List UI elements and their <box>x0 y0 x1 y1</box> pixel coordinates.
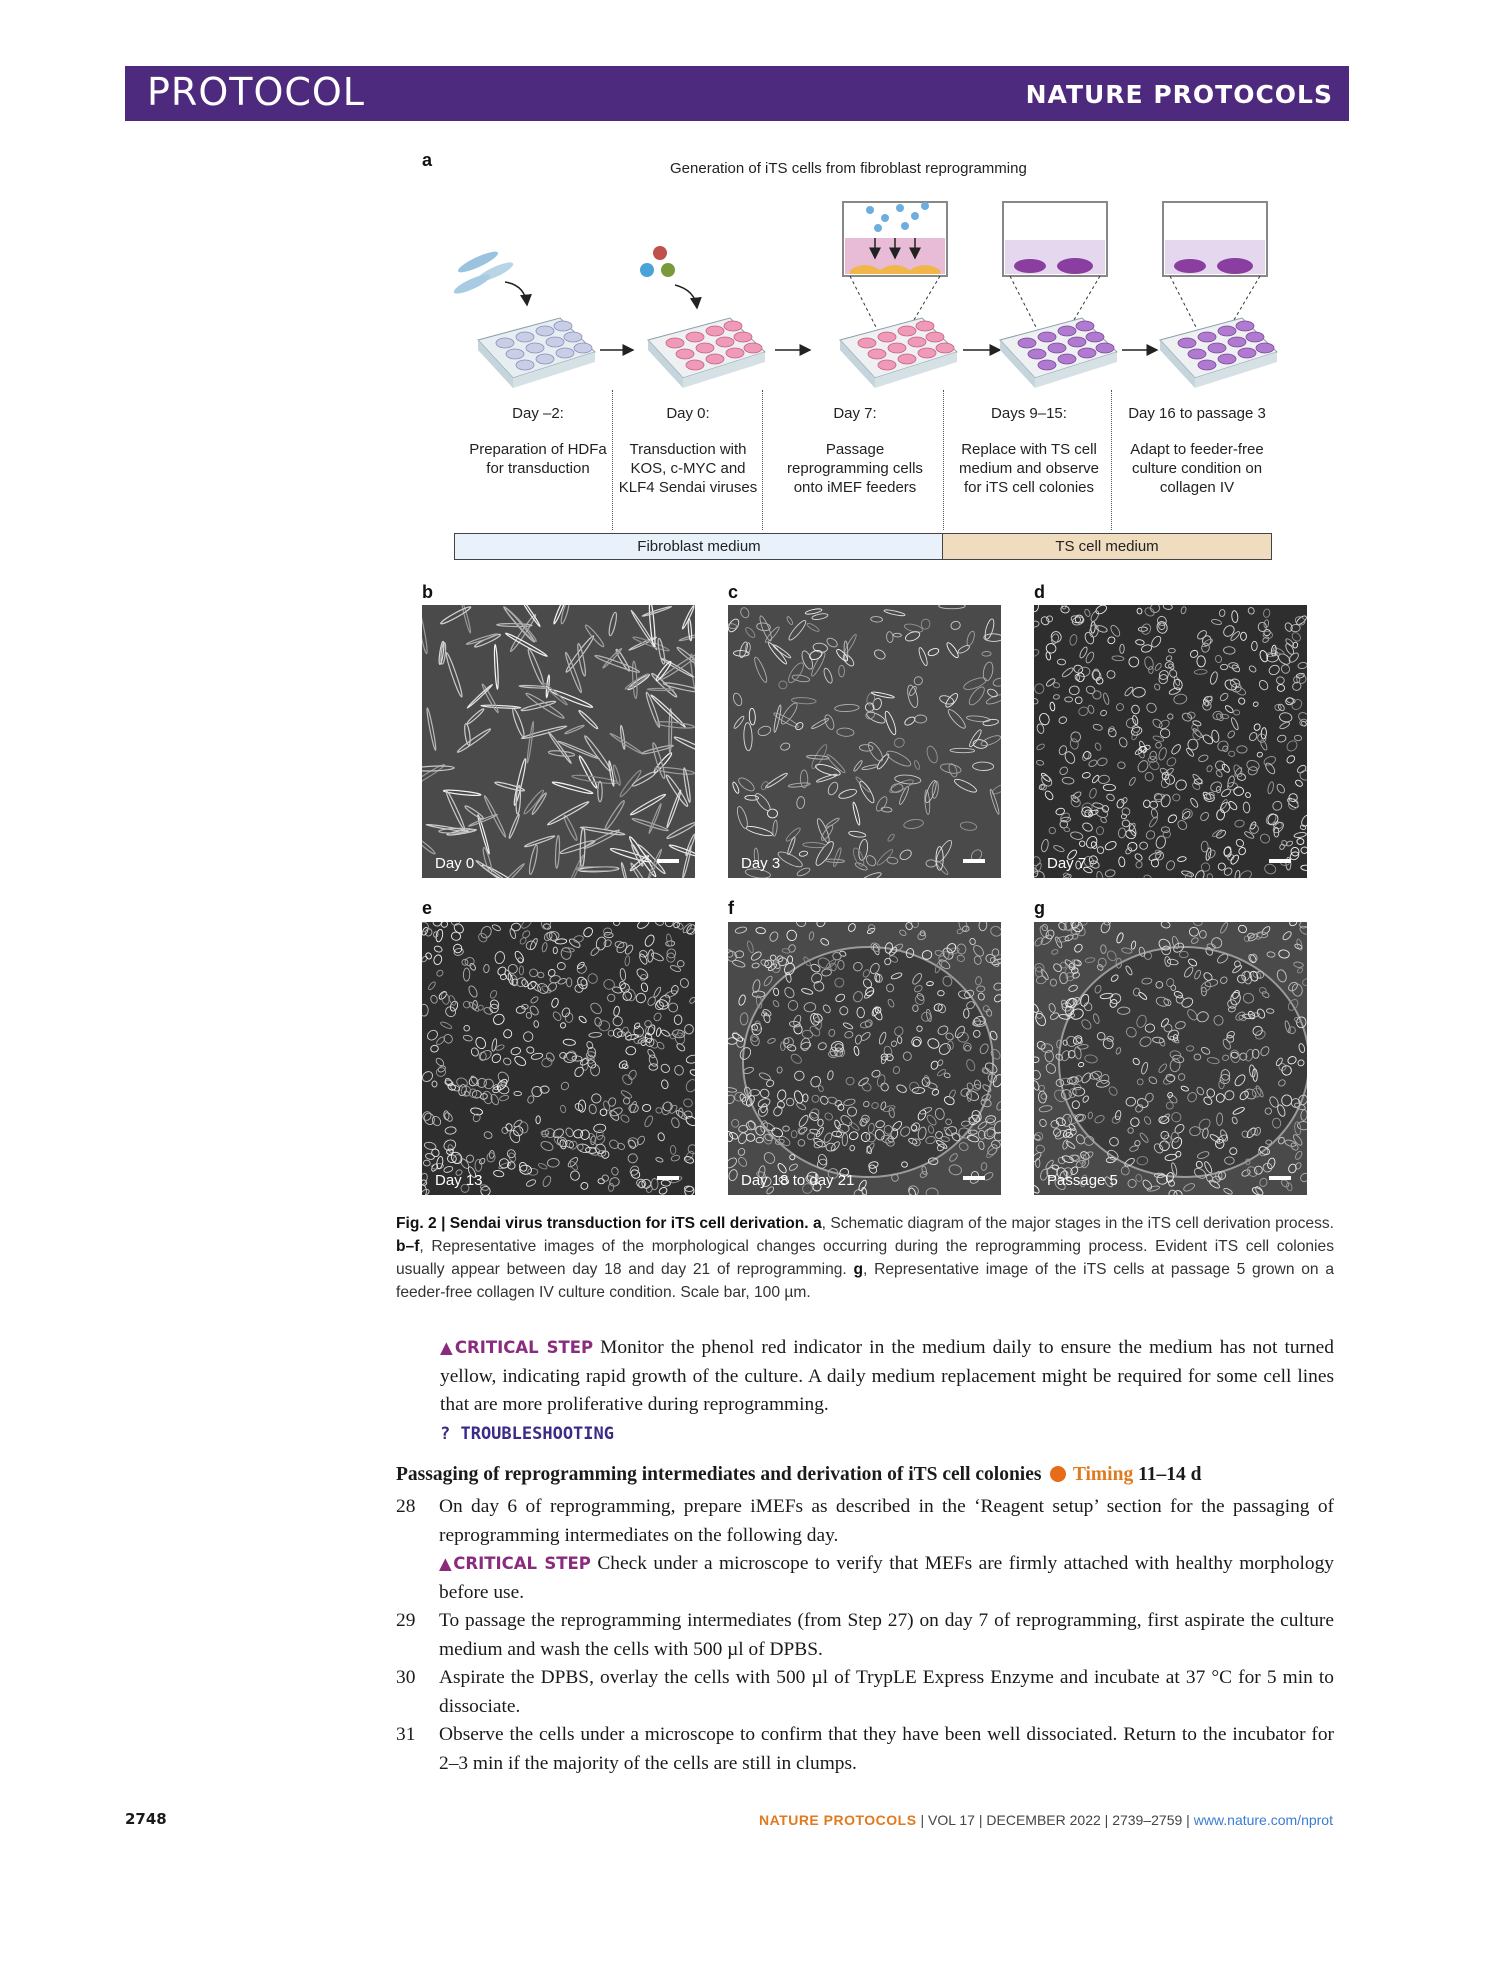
micrograph-day13 <box>422 922 695 1195</box>
stage-4 <box>954 404 1104 497</box>
section-label: PROTOCOL <box>147 70 365 114</box>
footer-date: DECEMBER 2022 <box>986 1812 1101 1828</box>
scale-bar <box>1269 859 1291 863</box>
stage-5 <box>1122 404 1272 497</box>
micrograph-day7 <box>1034 605 1307 878</box>
panel-g-letter: g <box>1034 898 1045 918</box>
critical-step-marker: ▲CRITICAL STEP <box>439 1554 591 1573</box>
critical-step-text: Check under a microscope to verify that MEFs are firmly attached with healthy morphology before use. <box>439 1553 1334 1603</box>
sendai-virus-icon <box>640 246 675 277</box>
caption-g: g <box>853 1261 864 1278</box>
scale-bar <box>963 1176 985 1180</box>
micrograph-day3 <box>728 605 1001 878</box>
caption-lead: Fig. 2 | Sendai virus transduction for iTS cell derivation. <box>396 1215 809 1232</box>
stage-5-desc: Adapt to feeder-free culture condition on collagen IV <box>1130 441 1264 496</box>
figure-caption <box>396 1212 1334 1304</box>
page-header <box>125 66 1349 121</box>
footer-journal: NATURE PROTOCOLS <box>758 1812 917 1828</box>
timing-value: 11–14 d <box>1138 1464 1202 1485</box>
footer-url[interactable]: www.nature.com/nprot <box>1193 1812 1333 1828</box>
transwell-insert-day7-icon <box>843 202 947 335</box>
journal-name: NATURE PROTOCOLS <box>1025 80 1333 109</box>
stage-3-desc: Passage reprogramming cells onto iMEF feeders <box>787 441 923 496</box>
step-number: 29 <box>396 1610 416 1631</box>
caption-a-text: , Schematic diagram of the major stages in the iTS cell derivation process. <box>821 1215 1335 1232</box>
troubleshooting-link[interactable]: ? TROUBLESHOOTING <box>440 1423 614 1444</box>
section-heading <box>396 1464 1201 1486</box>
panel-d-letter: d <box>1034 582 1045 602</box>
cell-texture <box>422 605 695 878</box>
micrograph-label: Day 0 <box>435 855 475 872</box>
step-number: 28 <box>396 1496 416 1517</box>
footer-pages: 2739–2759 <box>1112 1812 1183 1828</box>
micrograph-label: Day 3 <box>741 855 781 872</box>
critical-step-marker: ▲CRITICAL STEP <box>440 1338 594 1357</box>
transwell-insert-day9-icon <box>1003 202 1107 335</box>
transwell-insert-day16-icon <box>1163 202 1267 335</box>
scale-bar <box>1269 1176 1291 1180</box>
cell-texture <box>728 922 1001 1195</box>
caption-g-text: , Representative image of the iTS cells at passage 5 grown on a feeder-free collagen IV culture condition. Scale bar, 100 µm. <box>396 1261 1334 1301</box>
timing-label: Timing <box>1072 1464 1134 1485</box>
micrograph-label: Day 13 <box>435 1172 483 1189</box>
step-text: Observe the cells under a microscope to confirm that they have been well dissociated. Return to the incubator for 2–3 min if the majority of the cells are still in clumps. <box>439 1724 1334 1774</box>
stage-1 <box>463 404 613 478</box>
stage-3-day: Day 7: <box>833 405 877 422</box>
step-28 <box>396 1493 1334 1607</box>
section-title: Passaging of reprogramming intermediates and derivation of iTS cell colonies <box>396 1464 1042 1485</box>
micrograph-label: Passage 5 <box>1047 1172 1118 1189</box>
step-30 <box>396 1664 1334 1721</box>
footer-volume: VOL 17 <box>928 1812 975 1828</box>
stage-3 <box>780 404 930 497</box>
panel-f-letter: f <box>728 898 734 918</box>
micrograph-passage5 <box>1034 922 1307 1195</box>
micrograph-day0 <box>422 605 695 878</box>
critical-step-text: Monitor the phenol red indicator in the medium daily to ensure the medium has not turned yellow, indicating rapid growth of the culture. A daily medium replacement might be required for some cell lines that are more proliferative during reprogramming. <box>440 1337 1334 1415</box>
stage-4-desc: Replace with TS cell medium and observe for iTS cell colonies <box>958 441 1100 496</box>
cell-texture <box>422 922 695 1195</box>
stage-2 <box>613 404 763 497</box>
cell-texture <box>728 605 1001 878</box>
figure-title: Generation of iTS cells from fibroblast reprogramming <box>670 160 1027 177</box>
step-31 <box>396 1721 1334 1778</box>
stage-2-day: Day 0: <box>666 405 710 422</box>
caption-bf-text: , Representative images of the morphological changes occurring during the reprogramming process. Evident iTS cell colonies usually appear between day 18 and day 21 of reprogramming. <box>396 1238 1334 1278</box>
stage-divider <box>1111 390 1112 530</box>
panel-c-letter: c <box>728 582 739 602</box>
micrograph-day18 <box>728 922 1001 1195</box>
caption-a: a <box>812 1215 822 1232</box>
stage-divider <box>943 390 944 530</box>
stage-1-day: Day –2: <box>512 405 564 422</box>
plate-day-minus2-icon <box>478 318 595 388</box>
ts-medium-bar: TS cell medium <box>942 533 1272 560</box>
scale-bar <box>963 859 985 863</box>
plate-day7-icon <box>840 318 957 388</box>
plate-day0-icon <box>648 318 765 388</box>
cell-texture <box>1034 605 1307 878</box>
plate-day16-icon <box>1160 318 1277 388</box>
step-text: Aspirate the DPBS, overlay the cells with 500 µl of TrypLE Express Enzyme and incubate at 37 °C for 5 min to dissociate. <box>439 1667 1334 1717</box>
step-number: 31 <box>396 1724 416 1745</box>
scale-bar <box>657 859 679 863</box>
plate-day9-icon <box>1000 318 1117 388</box>
caption-bf: b–f <box>396 1238 420 1255</box>
panel-a-letter: a <box>422 150 433 170</box>
cell-texture <box>1034 922 1307 1195</box>
micrograph-label: Day 7 <box>1047 855 1087 872</box>
page-footer: NATURE PROTOCOLS | VOL 17 | DECEMBER 2022 | 2739–2759 | www.nature.com/nprot <box>758 1812 1333 1828</box>
fibroblast-medium-bar: Fibroblast medium <box>454 533 944 560</box>
fibroblast-cells-icon <box>452 248 515 297</box>
step-text: On day 6 of reprogramming, prepare iMEFs as described in the ‘Reagent setup’ section for the passaging of reprogramming intermediates on the following day. <box>439 1496 1334 1546</box>
timing-icon <box>1050 1466 1066 1482</box>
stage-divider <box>612 390 613 530</box>
step-number: 30 <box>396 1667 416 1688</box>
stage-divider <box>762 390 763 530</box>
panel-b-letter: b <box>422 582 433 602</box>
stage-5-day: Day 16 to passage 3 <box>1128 405 1266 422</box>
stage-4-day: Days 9–15: <box>991 405 1067 422</box>
critical-step-block <box>440 1334 1334 1448</box>
page-number: 2748 <box>125 1810 167 1828</box>
stage-2-desc: Transduction with KOS, c-MYC and KLF4 Sendai viruses <box>618 441 758 496</box>
panel-e-letter: e <box>422 898 433 918</box>
micrograph-label: Day 18 to day 21 <box>741 1172 855 1189</box>
scale-bar <box>657 1176 679 1180</box>
step-text: To passage the reprogramming intermediates (from Step 27) on day 7 of reprogramming, first aspirate the culture medium and wash the cells with 500 µl of DPBS. <box>439 1610 1334 1660</box>
step-29 <box>396 1607 1334 1664</box>
stage-1-desc: Preparation of HDFa for transduction <box>469 441 607 477</box>
